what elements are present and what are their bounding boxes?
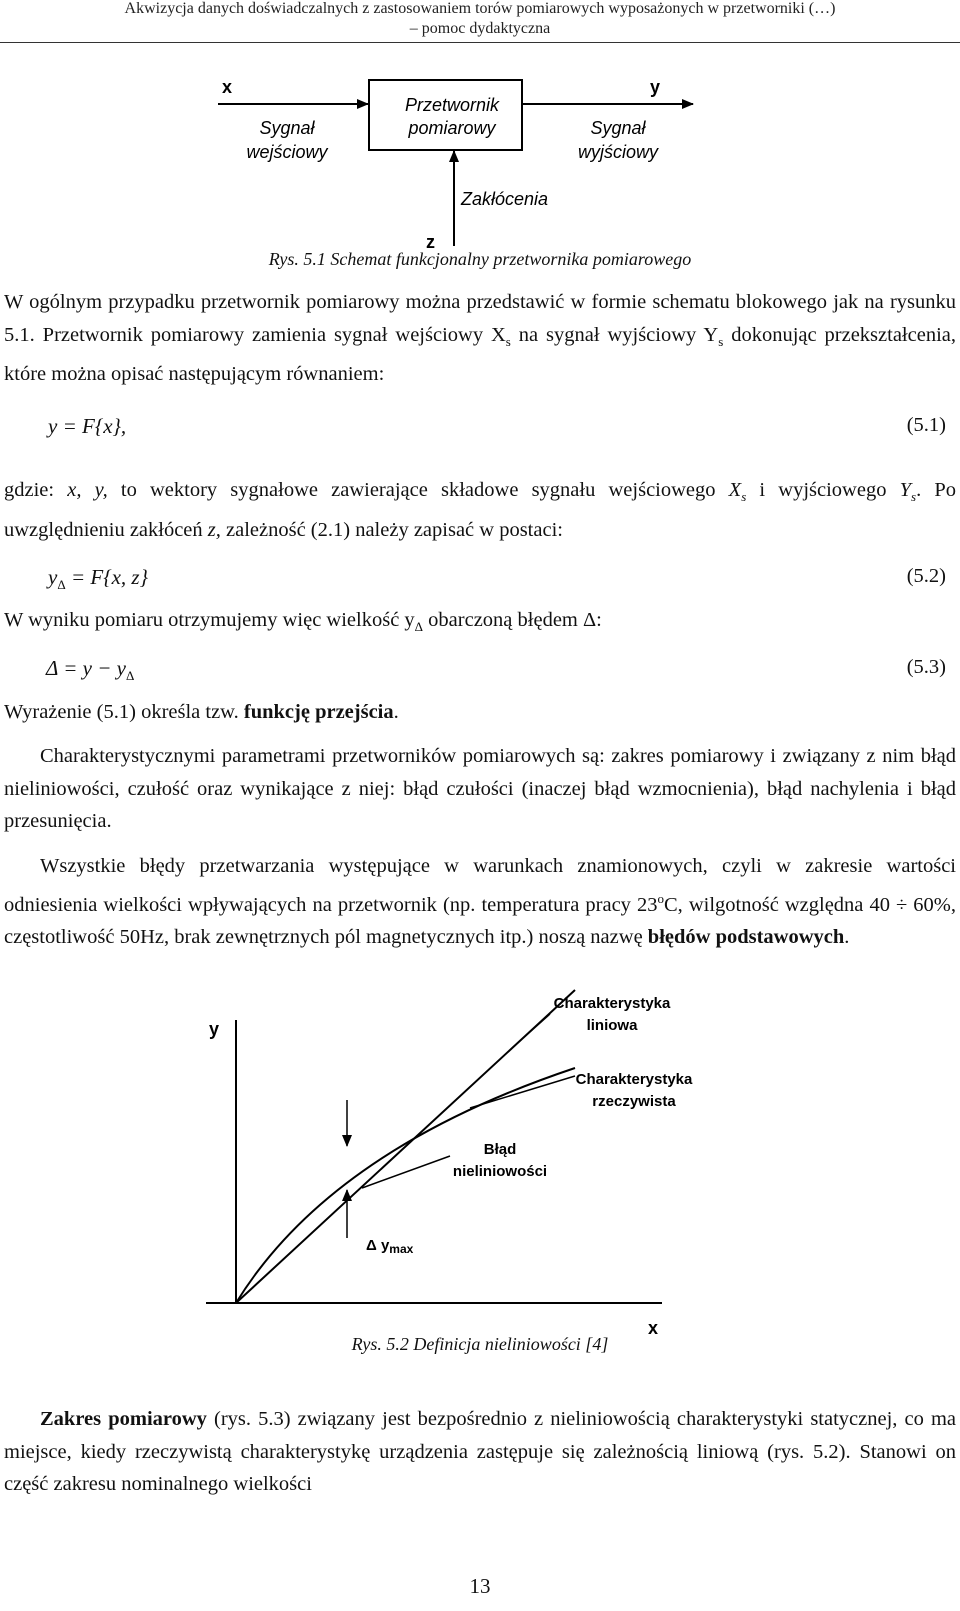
eq2-rhs: = F{x, z} <box>70 565 148 589</box>
eq2-lhs: y <box>48 565 58 589</box>
p2-part-f: Y <box>899 479 911 501</box>
p3-part-b: obarczoną błędem Δ: <box>423 609 602 631</box>
p7-part-b: (rys. 5.3) związany jest bezpośrednio z nieliniowością charakterystyki statycznej, co ma miejsce, kiedy rzeczywistą charakterystykę urządzenia zastępuje się zależnością liniową (rys. 5.2). Stanowi on część zakresu nominalnego wielkości <box>4 1408 956 1496</box>
paragraph-1 <box>4 286 956 391</box>
paragraph-3 <box>4 604 956 644</box>
p4-bold-term: funkcję przejścia <box>243 701 394 723</box>
fig2-y-axis-label: y <box>209 1019 220 1039</box>
output-label-line2: wyjściowy <box>577 142 659 162</box>
eq2-sub: Δ <box>57 577 66 593</box>
noise-label: Zakłócenia <box>461 189 549 209</box>
real-characteristic <box>236 1068 575 1303</box>
real-label-line2: rzeczywista <box>592 1093 676 1110</box>
p1-part-a: W ogólnym przypadku przetwornik pomiarowy można przedstawić w formie schematu blokowego jak na rysunku 5.1. Przetwornik pomiarowy zamienia sygnał wejściowy X <box>4 291 956 346</box>
figure-5-2-nonlinearity <box>0 980 960 1340</box>
equation-5-3-number: (5.3) <box>906 656 946 678</box>
p1-sub-2: s <box>718 333 724 349</box>
running-header-line2: – pomoc dydaktyczna <box>409 20 551 37</box>
p6-bold-term: błędów podstawowych <box>647 926 845 949</box>
equation-5-3 <box>46 656 134 684</box>
error-label-leader <box>362 1156 450 1188</box>
p7-bold-term: Zakres pomiarowy <box>40 1408 207 1430</box>
fig2-x-axis-label: x <box>648 1318 659 1338</box>
p2-part-h: z, <box>207 518 221 541</box>
p2-part-b: x, y, <box>67 479 108 501</box>
p3-sub: Δ <box>414 619 424 635</box>
paragraph-7 <box>4 1403 956 1501</box>
eq3-lhs: Δ = y − y <box>46 656 126 680</box>
input-symbol-x: x <box>222 77 233 97</box>
real-label-line1: Charakterystyka <box>575 1071 693 1088</box>
p4-part-a: Wyrażenie (5.1) określa tzw. <box>4 701 244 723</box>
real-label-leader <box>470 1076 575 1108</box>
error-label-line1: Błąd <box>483 1141 517 1158</box>
p2-part-e: i wyjściowego <box>746 479 900 501</box>
equation-5-2 <box>48 565 148 593</box>
eq3-sub: Δ <box>125 668 135 684</box>
page-number: 13 <box>469 1574 491 1598</box>
p1-sub-1: s <box>505 333 511 349</box>
figure-5-2-caption: Rys. 5.2 Definicja nieliniowości [4] <box>351 1334 609 1354</box>
p2-sub-2: s <box>911 489 917 505</box>
p2-sub-1: s <box>741 489 747 505</box>
paragraph-5: Charakterystycznymi parametrami przetworników pomiarowych są: zakres pomiarowy i związany z nim błąd nieliniowości, czułość oraz wynikające z niej: błąd czułości (inaczej błąd wzmocnienia), błąd nachylenia i błąd przesunięcia. <box>4 745 956 833</box>
delta-y-sub: max <box>389 1242 414 1256</box>
running-header-line1: Akwizycja danych doświadczalnych z zastosowaniem torów pomiarowych wyposażonych w przetworniki (…) <box>124 0 836 17</box>
p2-part-g: . Po uwzględnieniu zakłóceń <box>4 479 956 541</box>
p4-part-c: . <box>393 701 399 723</box>
output-label-line1: Sygnał <box>590 118 646 138</box>
p2-part-d: X <box>728 479 742 501</box>
p6-part-b: C, wilgotność względna 40 ÷ 60%, częstotliwość 50Hz, brak zewnętrznych pól magnetycznych itp.) noszą nazwę <box>4 893 956 949</box>
p1-part-c: dokonując przekształcenia, które można opisać następującym równaniem: <box>4 323 956 386</box>
equation-5-2-number: (5.2) <box>906 565 946 587</box>
error-label-line2: nieliniowości <box>452 1163 548 1180</box>
delta-y-text: Δ y <box>366 1237 390 1254</box>
transducer-box <box>369 80 522 150</box>
p6-part-a: Wszystkie błędy przetwarzania występujące w warunkach znamionowych, czyli w zakresie wartości odniesienia wielkości wpływających na przetwornik (np. temperatura pracy 23 <box>4 855 956 916</box>
p1-part-b: na sygnał wyjściowy Y <box>510 323 719 346</box>
figure-5-1-block-diagram <box>0 60 960 320</box>
box-label-line1: Przetwornik <box>404 95 500 115</box>
p2-part-a: gdzie: <box>4 479 68 501</box>
p2-part-c: to wektory sygnałowe zawierające składowe sygnału wejściowego <box>107 479 729 501</box>
header-rule <box>0 42 960 43</box>
noise-symbol-z: z <box>426 232 435 252</box>
paragraph-4 <box>4 696 956 729</box>
figure-5-1-caption: Rys. 5.1 Schemat funkcjonalny przetwornika pomiarowego <box>268 249 692 269</box>
delta-y-max-label <box>366 1237 414 1256</box>
linear-label-line2: liniowa <box>586 1017 638 1034</box>
p3-part-a: W wyniku pomiaru otrzymujemy więc wielkość y <box>4 609 415 631</box>
equation-5-1-number: (5.1) <box>906 414 946 436</box>
linear-label-line1: Charakterystyka <box>553 995 671 1012</box>
paragraph-2 <box>4 474 956 546</box>
equation-5-1: y = F{x}, <box>48 414 127 438</box>
p2-part-i: zależność (2.1) należy zapisać w postaci: <box>220 518 563 541</box>
input-label-line2: wejściowy <box>246 142 328 162</box>
p6-part-d: . <box>844 926 850 949</box>
input-label-line1: Sygnał <box>259 118 315 138</box>
linear-label-leader <box>512 1014 550 1048</box>
output-symbol-y: y <box>650 77 661 97</box>
box-label-line2: pomiarowy <box>408 118 496 138</box>
p6-sup: o <box>657 890 664 906</box>
paragraph-6 <box>4 850 956 954</box>
